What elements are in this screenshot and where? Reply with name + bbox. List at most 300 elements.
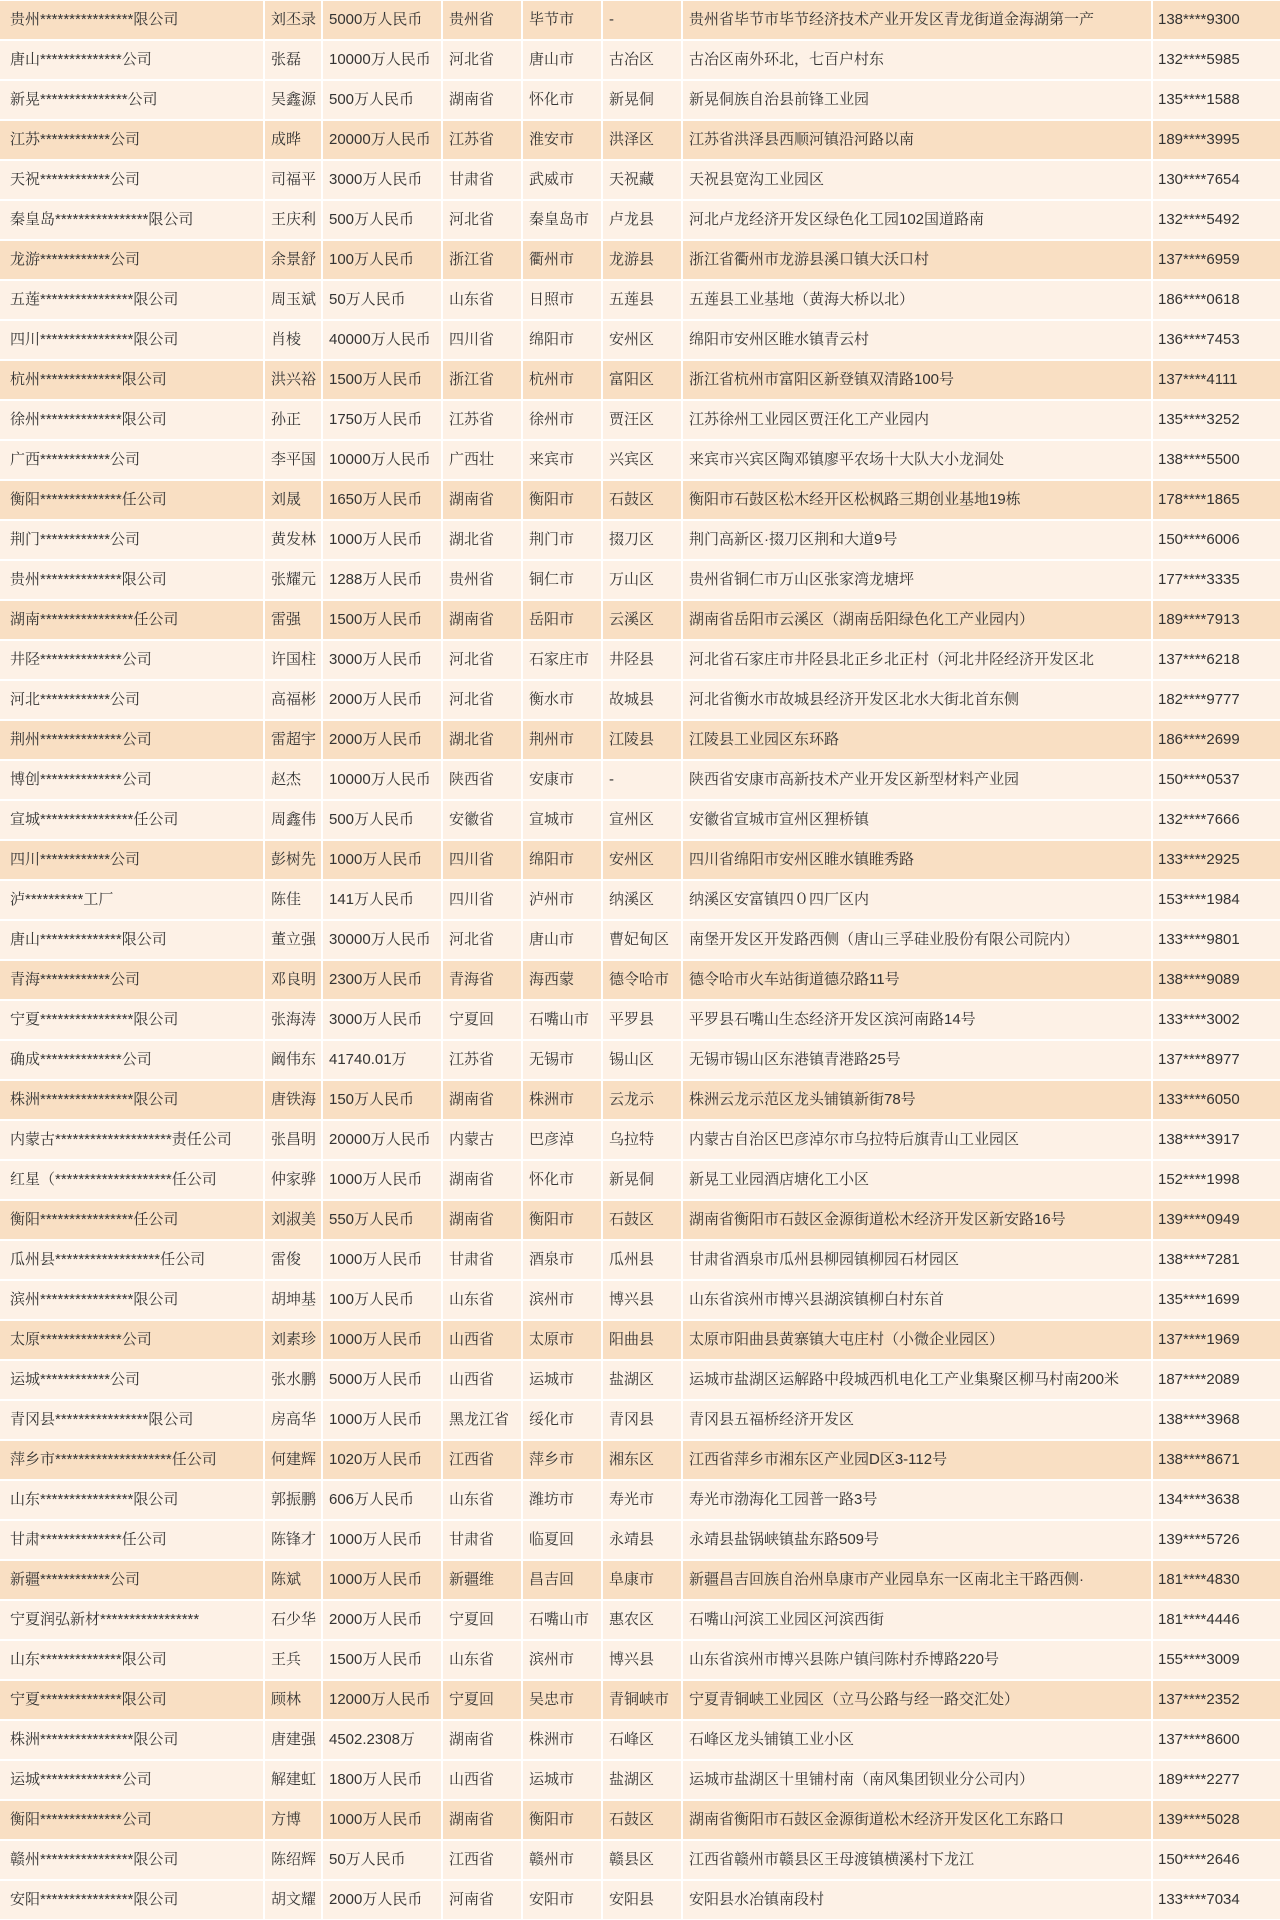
capital-cell: 1750万人民币 — [323, 401, 441, 439]
company-cell: 内蒙古********************责任公司 — [0, 1121, 263, 1159]
city-cell: 唐山市 — [523, 41, 601, 79]
capital-cell: 1000万人民币 — [323, 841, 441, 879]
company-cell: 新晃***************公司 — [0, 81, 263, 119]
capital-cell: 50万人民币 — [323, 1841, 441, 1879]
district-cell: 安州区 — [603, 841, 681, 879]
capital-cell: 4502.2308万 — [323, 1721, 441, 1759]
capital-cell: 50万人民币 — [323, 281, 441, 319]
address-cell: 新晃工业园酒店塘化工小区 — [683, 1161, 1151, 1199]
phone-cell: 135****1588 — [1153, 81, 1280, 119]
city-cell: 衡阳市 — [523, 481, 601, 519]
district-cell: 卢龙县 — [603, 201, 681, 239]
company-cell: 唐山**************公司 — [0, 41, 263, 79]
city-cell: 荆州市 — [523, 721, 601, 759]
province-cell: 安徽省 — [443, 801, 521, 839]
city-cell: 绵阳市 — [523, 321, 601, 359]
table-row — [0, 1481, 1280, 1519]
city-cell: 日照市 — [523, 281, 601, 319]
table-row — [0, 121, 1280, 159]
company-cell: 衡阳**************公司 — [0, 1801, 263, 1839]
city-cell: 株洲市 — [523, 1721, 601, 1759]
province-cell: 河北省 — [443, 921, 521, 959]
table-row — [0, 841, 1280, 879]
district-cell: 阳曲县 — [603, 1321, 681, 1359]
province-cell: 广西壮 — [443, 441, 521, 479]
capital-cell: 2300万人民币 — [323, 961, 441, 999]
phone-cell: 181****4830 — [1153, 1561, 1280, 1599]
table-row — [0, 961, 1280, 999]
capital-cell: 1500万人民币 — [323, 601, 441, 639]
capital-cell: 606万人民币 — [323, 1481, 441, 1519]
city-cell: 岳阳市 — [523, 601, 601, 639]
address-cell: 江西省赣州市赣县区王母渡镇横溪村下龙江 — [683, 1841, 1151, 1879]
legal-rep-cell: 陈锋才 — [265, 1521, 321, 1559]
province-cell: 内蒙古 — [443, 1121, 521, 1159]
district-cell: 乌拉特 — [603, 1121, 681, 1159]
province-cell: 四川省 — [443, 321, 521, 359]
city-cell: 唐山市 — [523, 921, 601, 959]
phone-cell: 133****3002 — [1153, 1001, 1280, 1039]
legal-rep-cell: 唐建强 — [265, 1721, 321, 1759]
company-cell: 甘肃**************任公司 — [0, 1521, 263, 1559]
company-cell: 杭州**************限公司 — [0, 361, 263, 399]
province-cell: 湖南省 — [443, 601, 521, 639]
company-cell: 江苏************公司 — [0, 121, 263, 159]
company-cell: 赣州****************限公司 — [0, 1841, 263, 1879]
city-cell: 运城市 — [523, 1361, 601, 1399]
phone-cell: 178****1865 — [1153, 481, 1280, 519]
city-cell: 萍乡市 — [523, 1441, 601, 1479]
phone-cell: 138****7281 — [1153, 1241, 1280, 1279]
legal-rep-cell: 余景舒 — [265, 241, 321, 279]
address-cell: 运城市盐湖区十里铺村南（南风集团钡业分公司内） — [683, 1761, 1151, 1799]
address-cell: 石峰区龙头铺镇工业小区 — [683, 1721, 1151, 1759]
company-cell: 确成**************公司 — [0, 1041, 263, 1079]
city-cell: 秦皇岛市 — [523, 201, 601, 239]
capital-cell: 10000万人民币 — [323, 441, 441, 479]
city-cell: 海西蒙 — [523, 961, 601, 999]
capital-cell: 10000万人民币 — [323, 761, 441, 799]
company-cell: 天祝************公司 — [0, 161, 263, 199]
legal-rep-cell: 胡文耀 — [265, 1881, 321, 1919]
district-cell: 青冈县 — [603, 1401, 681, 1439]
capital-cell: 5000万人民币 — [323, 1, 441, 39]
district-cell: 掇刀区 — [603, 521, 681, 559]
legal-rep-cell: 张海涛 — [265, 1001, 321, 1039]
phone-cell: 130****7654 — [1153, 161, 1280, 199]
district-cell: 贾汪区 — [603, 401, 681, 439]
phone-cell: 182****9777 — [1153, 681, 1280, 719]
table-row — [0, 1881, 1280, 1919]
district-cell: 云龙示 — [603, 1081, 681, 1119]
province-cell: 四川省 — [443, 881, 521, 919]
province-cell: 四川省 — [443, 841, 521, 879]
phone-cell: 138****9300 — [1153, 1, 1280, 39]
address-cell: 荆门高新区·掇刀区荆和大道9号 — [683, 521, 1151, 559]
city-cell: 太原市 — [523, 1321, 601, 1359]
province-cell: 河南省 — [443, 1881, 521, 1919]
table-row — [0, 281, 1280, 319]
province-cell: 湖南省 — [443, 1201, 521, 1239]
address-cell: 南堡开发区开发路西侧（唐山三孚硅业股份有限公司院内） — [683, 921, 1151, 959]
capital-cell: 1000万人民币 — [323, 1161, 441, 1199]
address-cell: 天祝县宽沟工业园区 — [683, 161, 1151, 199]
province-cell: 甘肃省 — [443, 1241, 521, 1279]
company-cell: 红星（********************任公司 — [0, 1161, 263, 1199]
company-cell: 宣城****************任公司 — [0, 801, 263, 839]
legal-rep-cell: 王庆利 — [265, 201, 321, 239]
legal-rep-cell: 周鑫伟 — [265, 801, 321, 839]
district-cell: 曹妃甸区 — [603, 921, 681, 959]
city-cell: 衡水市 — [523, 681, 601, 719]
province-cell: 青海省 — [443, 961, 521, 999]
address-cell: 江陵县工业园区东环路 — [683, 721, 1151, 759]
legal-rep-cell: 黄发林 — [265, 521, 321, 559]
table-row — [0, 1641, 1280, 1679]
table-row — [0, 881, 1280, 919]
legal-rep-cell: 顾林 — [265, 1681, 321, 1719]
capital-cell: 1500万人民币 — [323, 1641, 441, 1679]
phone-cell: 132****5492 — [1153, 201, 1280, 239]
legal-rep-cell: 周玉斌 — [265, 281, 321, 319]
city-cell: 毕节市 — [523, 1, 601, 39]
company-cell: 贵州****************限公司 — [0, 1, 263, 39]
table-row — [0, 761, 1280, 799]
table-row — [0, 1561, 1280, 1599]
legal-rep-cell: 陈绍辉 — [265, 1841, 321, 1879]
phone-cell: 135****3252 — [1153, 401, 1280, 439]
province-cell: 湖南省 — [443, 1721, 521, 1759]
district-cell: 石峰区 — [603, 1721, 681, 1759]
province-cell: 宁夏回 — [443, 1001, 521, 1039]
legal-rep-cell: 张磊 — [265, 41, 321, 79]
district-cell: 湘东区 — [603, 1441, 681, 1479]
address-cell: 甘肃省酒泉市瓜州县柳园镇柳园石材园区 — [683, 1241, 1151, 1279]
company-cell: 安阳****************限公司 — [0, 1881, 263, 1919]
city-cell: 淮安市 — [523, 121, 601, 159]
phone-cell: 137****6218 — [1153, 641, 1280, 679]
city-cell: 赣州市 — [523, 1841, 601, 1879]
table-row — [0, 1361, 1280, 1399]
address-cell: 德令哈市火车站街道德尕路11号 — [683, 961, 1151, 999]
company-cell: 新疆************公司 — [0, 1561, 263, 1599]
table-row — [0, 241, 1280, 279]
district-cell: 阜康市 — [603, 1561, 681, 1599]
capital-cell: 1000万人民币 — [323, 1521, 441, 1559]
company-cell: 贵州**************限公司 — [0, 561, 263, 599]
province-cell: 河北省 — [443, 641, 521, 679]
district-cell: 五莲县 — [603, 281, 681, 319]
district-cell: 博兴县 — [603, 1281, 681, 1319]
table-row — [0, 81, 1280, 119]
district-cell: 德令哈市 — [603, 961, 681, 999]
legal-rep-cell: 肖棱 — [265, 321, 321, 359]
address-cell: 江西省萍乡市湘东区产业园D区3-112号 — [683, 1441, 1151, 1479]
legal-rep-cell: 许国柱 — [265, 641, 321, 679]
address-cell: 浙江省衢州市龙游县溪口镇大沃口村 — [683, 241, 1151, 279]
legal-rep-cell: 张水鹏 — [265, 1361, 321, 1399]
city-cell: 荆门市 — [523, 521, 601, 559]
table-row — [0, 641, 1280, 679]
table-row — [0, 1521, 1280, 1559]
address-cell: 衡阳市石鼓区松木经开区松枫路三期创业基地19栋 — [683, 481, 1151, 519]
table-row — [0, 1201, 1280, 1239]
province-cell: 河北省 — [443, 201, 521, 239]
phone-cell: 150****0537 — [1153, 761, 1280, 799]
table-row — [0, 1761, 1280, 1799]
table-row — [0, 1801, 1280, 1839]
legal-rep-cell: 刘晟 — [265, 481, 321, 519]
address-cell: 内蒙古自治区巴彦淖尔市乌拉特后旗青山工业园区 — [683, 1121, 1151, 1159]
legal-rep-cell: 陈佳 — [265, 881, 321, 919]
phone-cell: 132****5985 — [1153, 41, 1280, 79]
legal-rep-cell: 何建辉 — [265, 1441, 321, 1479]
phone-cell: 137****2352 — [1153, 1681, 1280, 1719]
address-cell: 江苏省洪泽县西顺河镇沿河路以南 — [683, 121, 1151, 159]
address-cell: 来宾市兴宾区陶邓镇廖平农场十大队大小龙洞处 — [683, 441, 1151, 479]
capital-cell: 20000万人民币 — [323, 121, 441, 159]
phone-cell: 189****2277 — [1153, 1761, 1280, 1799]
company-cell: 河北************公司 — [0, 681, 263, 719]
address-cell: 新疆昌吉回族自治州阜康市产业园阜东一区南北主干路西侧· — [683, 1561, 1151, 1599]
phone-cell: 133****2925 — [1153, 841, 1280, 879]
capital-cell: 3000万人民币 — [323, 161, 441, 199]
address-cell: 陕西省安康市高新技术产业开发区新型材料产业园 — [683, 761, 1151, 799]
city-cell: 衡阳市 — [523, 1801, 601, 1839]
district-cell: 青铜峡市 — [603, 1681, 681, 1719]
phone-cell: 152****1998 — [1153, 1161, 1280, 1199]
address-cell: 河北省石家庄市井陉县北正乡北正村（河北井陉经济开发区北 — [683, 641, 1151, 679]
company-cell: 泸**********工厂 — [0, 881, 263, 919]
city-cell: 衢州市 — [523, 241, 601, 279]
province-cell: 黑龙江省 — [443, 1401, 521, 1439]
district-cell: - — [603, 1, 681, 39]
legal-rep-cell: 邓良明 — [265, 961, 321, 999]
phone-cell: 137****6959 — [1153, 241, 1280, 279]
capital-cell: 5000万人民币 — [323, 1361, 441, 1399]
company-cell: 运城**************公司 — [0, 1761, 263, 1799]
address-cell: 四川省绵阳市安州区睢水镇睢秀路 — [683, 841, 1151, 879]
address-cell: 安徽省宣城市宣州区狸桥镇 — [683, 801, 1151, 839]
address-cell: 太原市阳曲县黄寨镇大屯庄村（小微企业园区） — [683, 1321, 1151, 1359]
capital-cell: 1000万人民币 — [323, 1321, 441, 1359]
phone-cell: 177****3335 — [1153, 561, 1280, 599]
city-cell: 安阳市 — [523, 1881, 601, 1919]
city-cell: 怀化市 — [523, 81, 601, 119]
province-cell: 江苏省 — [443, 1041, 521, 1079]
address-cell: 山东省滨州市博兴县陈户镇闫陈村乔博路220号 — [683, 1641, 1151, 1679]
province-cell: 宁夏回 — [443, 1601, 521, 1639]
legal-rep-cell: 刘丕录 — [265, 1, 321, 39]
company-cell: 青冈县****************限公司 — [0, 1401, 263, 1439]
district-cell: 龙游县 — [603, 241, 681, 279]
city-cell: 杭州市 — [523, 361, 601, 399]
phone-cell: 186****0618 — [1153, 281, 1280, 319]
legal-rep-cell: 王兵 — [265, 1641, 321, 1679]
legal-rep-cell: 雷超宇 — [265, 721, 321, 759]
company-cell: 株洲****************限公司 — [0, 1081, 263, 1119]
phone-cell: 137****8977 — [1153, 1041, 1280, 1079]
capital-cell: 1650万人民币 — [323, 481, 441, 519]
capital-cell: 2000万人民币 — [323, 721, 441, 759]
company-cell: 荆州**************公司 — [0, 721, 263, 759]
company-cell: 山东**************限公司 — [0, 1641, 263, 1679]
district-cell: 寿光市 — [603, 1481, 681, 1519]
phone-cell: 186****2699 — [1153, 721, 1280, 759]
company-cell: 四川****************限公司 — [0, 321, 263, 359]
table-row — [0, 481, 1280, 519]
city-cell: 武威市 — [523, 161, 601, 199]
capital-cell: 12000万人民币 — [323, 1681, 441, 1719]
city-cell: 酒泉市 — [523, 1241, 601, 1279]
city-cell: 石嘴山市 — [523, 1601, 601, 1639]
city-cell: 徐州市 — [523, 401, 601, 439]
legal-rep-cell: 孙正 — [265, 401, 321, 439]
table-row — [0, 321, 1280, 359]
table-row — [0, 1001, 1280, 1039]
table-row — [0, 441, 1280, 479]
table-row — [0, 521, 1280, 559]
phone-cell: 139****5726 — [1153, 1521, 1280, 1559]
address-cell: 绵阳市安州区睢水镇青云村 — [683, 321, 1151, 359]
phone-cell: 138****5500 — [1153, 441, 1280, 479]
province-cell: 新疆维 — [443, 1561, 521, 1599]
company-cell: 宁夏**************限公司 — [0, 1681, 263, 1719]
district-cell: 井陉县 — [603, 641, 681, 679]
province-cell: 贵州省 — [443, 1, 521, 39]
table-row — [0, 1041, 1280, 1079]
city-cell: 泸州市 — [523, 881, 601, 919]
district-cell: 新晃侗 — [603, 1161, 681, 1199]
legal-rep-cell: 司福平 — [265, 161, 321, 199]
address-cell: 纳溪区安富镇四０四厂区内 — [683, 881, 1151, 919]
address-cell: 湖南省衡阳市石鼓区金源街道松木经济开发区新安路16号 — [683, 1201, 1151, 1239]
address-cell: 山东省滨州市博兴县湖滨镇柳白村东首 — [683, 1281, 1151, 1319]
company-cell: 萍乡市********************任公司 — [0, 1441, 263, 1479]
address-cell: 株洲云龙示范区龙头铺镇新街78号 — [683, 1081, 1151, 1119]
city-cell: 吴忠市 — [523, 1681, 601, 1719]
capital-cell: 1000万人民币 — [323, 521, 441, 559]
table-row — [0, 401, 1280, 439]
address-cell: 平罗县石嘴山生态经济开发区滨河南路14号 — [683, 1001, 1151, 1039]
capital-cell: 100万人民币 — [323, 1281, 441, 1319]
district-cell: 盐湖区 — [603, 1361, 681, 1399]
province-cell: 河北省 — [443, 681, 521, 719]
phone-cell: 138****3917 — [1153, 1121, 1280, 1159]
capital-cell: 2000万人民币 — [323, 1601, 441, 1639]
city-cell: 宣城市 — [523, 801, 601, 839]
district-cell: 新晃侗 — [603, 81, 681, 119]
district-cell: 石鼓区 — [603, 481, 681, 519]
capital-cell: 100万人民币 — [323, 241, 441, 279]
city-cell: 绵阳市 — [523, 841, 601, 879]
company-cell: 龙游************公司 — [0, 241, 263, 279]
company-cell: 宁夏****************限公司 — [0, 1001, 263, 1039]
table-row — [0, 1241, 1280, 1279]
district-cell: 锡山区 — [603, 1041, 681, 1079]
district-cell: - — [603, 761, 681, 799]
province-cell: 湖北省 — [443, 521, 521, 559]
capital-cell: 500万人民币 — [323, 201, 441, 239]
table-row — [0, 161, 1280, 199]
phone-cell: 137****1969 — [1153, 1321, 1280, 1359]
district-cell: 江陵县 — [603, 721, 681, 759]
district-cell: 万山区 — [603, 561, 681, 599]
province-cell: 湖南省 — [443, 1081, 521, 1119]
legal-rep-cell: 洪兴裕 — [265, 361, 321, 399]
address-cell: 古冶区南外环北，七百户村东 — [683, 41, 1151, 79]
capital-cell: 500万人民币 — [323, 81, 441, 119]
phone-cell: 135****1699 — [1153, 1281, 1280, 1319]
phone-cell: 150****6006 — [1153, 521, 1280, 559]
capital-cell: 550万人民币 — [323, 1201, 441, 1239]
province-cell: 陕西省 — [443, 761, 521, 799]
district-cell: 洪泽区 — [603, 121, 681, 159]
district-cell: 石鼓区 — [603, 1801, 681, 1839]
company-cell: 广西************公司 — [0, 441, 263, 479]
company-cell: 秦皇岛****************限公司 — [0, 201, 263, 239]
phone-cell: 181****4446 — [1153, 1601, 1280, 1639]
phone-cell: 139****5028 — [1153, 1801, 1280, 1839]
phone-cell: 137****8600 — [1153, 1721, 1280, 1759]
province-cell: 山东省 — [443, 1281, 521, 1319]
phone-cell: 133****7034 — [1153, 1881, 1280, 1919]
capital-cell: 41740.01万 — [323, 1041, 441, 1079]
city-cell: 潍坊市 — [523, 1481, 601, 1519]
district-cell: 石鼓区 — [603, 1201, 681, 1239]
capital-cell: 141万人民币 — [323, 881, 441, 919]
company-cell: 太原**************公司 — [0, 1321, 263, 1359]
phone-cell: 138****8671 — [1153, 1441, 1280, 1479]
city-cell: 巴彦淖 — [523, 1121, 601, 1159]
table-row — [0, 1721, 1280, 1759]
city-cell: 石家庄市 — [523, 641, 601, 679]
capital-cell: 1500万人民币 — [323, 361, 441, 399]
table-row — [0, 1121, 1280, 1159]
province-cell: 河北省 — [443, 41, 521, 79]
capital-cell: 20000万人民币 — [323, 1121, 441, 1159]
city-cell: 绥化市 — [523, 1401, 601, 1439]
address-cell: 寿光市渤海化工园普一路3号 — [683, 1481, 1151, 1519]
table-row — [0, 201, 1280, 239]
address-cell: 江苏徐州工业园区贾汪化工产业园内 — [683, 401, 1151, 439]
capital-cell: 500万人民币 — [323, 801, 441, 839]
address-cell: 贵州省铜仁市万山区张家湾龙塘坪 — [683, 561, 1151, 599]
phone-cell: 137****4111 — [1153, 361, 1280, 399]
phone-cell: 153****1984 — [1153, 881, 1280, 919]
legal-rep-cell: 高福彬 — [265, 681, 321, 719]
company-cell: 四川************公司 — [0, 841, 263, 879]
capital-cell: 150万人民币 — [323, 1081, 441, 1119]
company-cell: 山东****************限公司 — [0, 1481, 263, 1519]
phone-cell: 150****2646 — [1153, 1841, 1280, 1879]
province-cell: 江苏省 — [443, 121, 521, 159]
city-cell: 衡阳市 — [523, 1201, 601, 1239]
phone-cell: 132****7666 — [1153, 801, 1280, 839]
province-cell: 湖南省 — [443, 1161, 521, 1199]
table-row — [0, 1161, 1280, 1199]
table-row — [0, 681, 1280, 719]
legal-rep-cell: 仲家骅 — [265, 1161, 321, 1199]
province-cell: 浙江省 — [443, 241, 521, 279]
address-cell: 永靖县盐锅峡镇盐东路509号 — [683, 1521, 1151, 1559]
address-cell: 运城市盐湖区运解路中段城西机电化工产业集聚区柳马村南200米 — [683, 1361, 1151, 1399]
province-cell: 山东省 — [443, 1481, 521, 1519]
table-row — [0, 1681, 1280, 1719]
district-cell: 赣县区 — [603, 1841, 681, 1879]
province-cell: 甘肃省 — [443, 1521, 521, 1559]
province-cell: 江西省 — [443, 1841, 521, 1879]
